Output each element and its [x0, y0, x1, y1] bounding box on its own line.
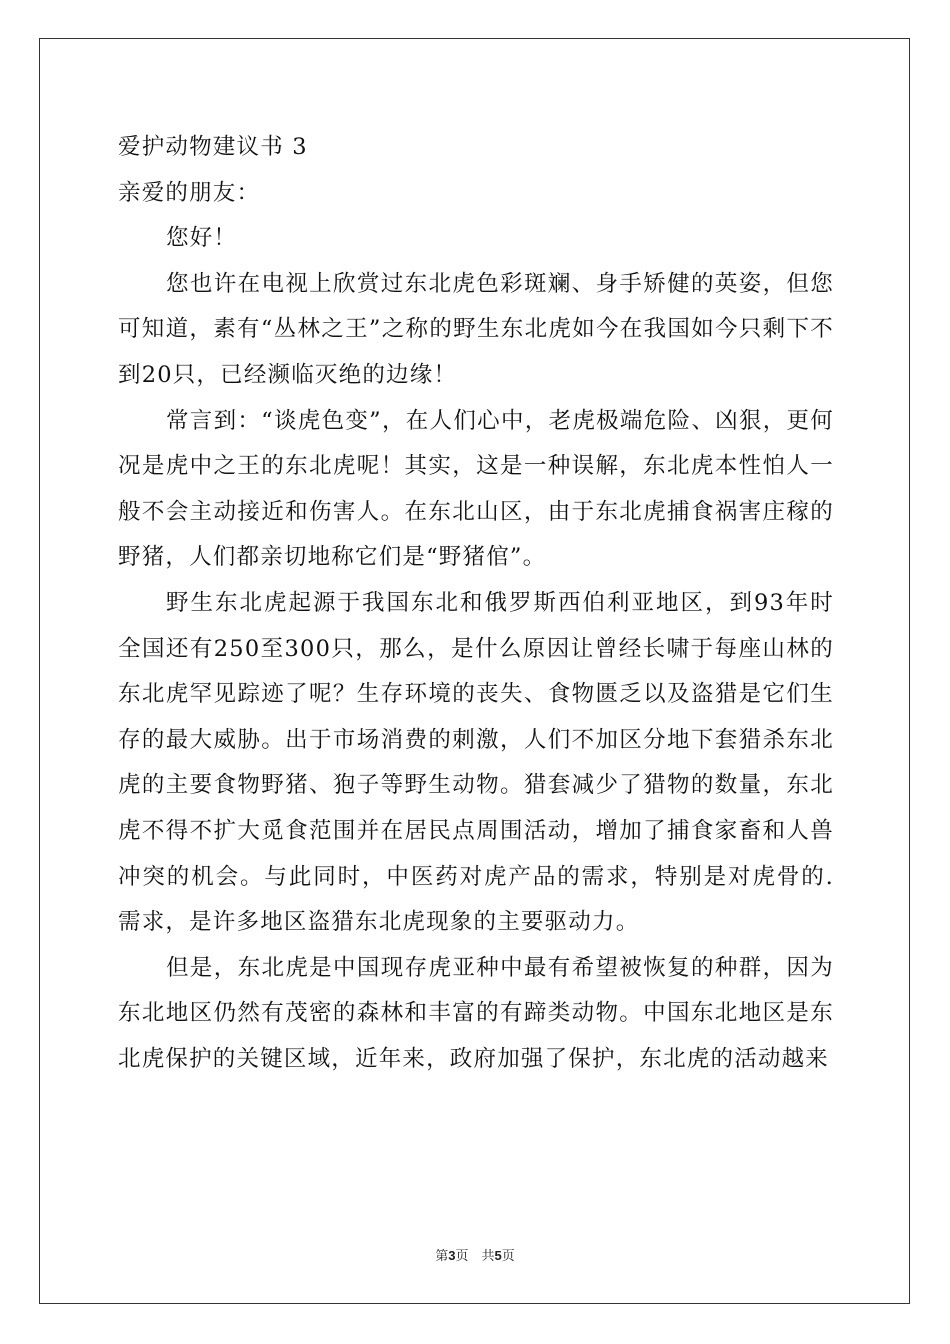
page-current: 3: [448, 1248, 456, 1263]
document-body: [118, 125, 834, 1082]
page-mid: 页 共: [455, 1249, 495, 1264]
document-title: 爱护动物建议书 3: [118, 134, 308, 160]
paragraph-4: 但是，东北虎是中国现存虎亚种中最有希望被恢复的种群，因为东北地区仍然有茂密的森林和丰富的有蹄类动物。中国东北地区是东北虎保护的关键区域，近年来，政府加强了保护，东北虎的活动越来: [118, 954, 834, 1072]
greeting: 您好！: [166, 225, 238, 252]
paragraph-3: 野生东北虎起源于我国东北和俄罗斯西伯利亚地区，到93年时全国还有250至300只，那么，是什么原因让曾经长啸于每座山林的东北虎罕见踪迹了呢？生存环境的丧失、食物匮乏以及盗猎是它们生存的最大威胁。出于市场消费的刺激，人们不加区分地下套猎杀东北虎的主要食物野猪、狍子等野生动物。猎套减少了猎物的数量，东北虎不得不扩大觅食范围并在居民点周围活动，增加了捕食家畜和人兽冲突的机会。与此同时，中医药对虎产品的需求，特别是对虎骨的.需求，是许多地区盗猎东北虎现象的主要驱动力。: [118, 589, 834, 936]
page-total: 5: [494, 1248, 502, 1263]
paragraph-2: 常言到：“谈虎色变”，在人们心中，老虎极端危险、凶狠，更何况是虎中之王的东北虎呢！其实，这是一种误解，东北虎本性怕人一般不会主动接近和伤害人。在东北山区，由于东北虎捕食祸害庄稼的野猪，人们都亲切地称它们是“野猪倌”。: [118, 407, 834, 571]
page-prefix: 第: [435, 1249, 449, 1264]
page-footer: [0, 1245, 950, 1264]
paragraph-1: 您也许在电视上欣赏过东北虎色彩斑斓、身手矫健的英姿，但您可知道，素有“丛林之王”之称的野生东北虎如今在我国如今只剩下不到20只，已经濒临灭绝的边缘！: [118, 270, 834, 388]
salutation: 亲爱的朋友：: [118, 179, 261, 206]
page-suffix: 页: [501, 1249, 515, 1264]
